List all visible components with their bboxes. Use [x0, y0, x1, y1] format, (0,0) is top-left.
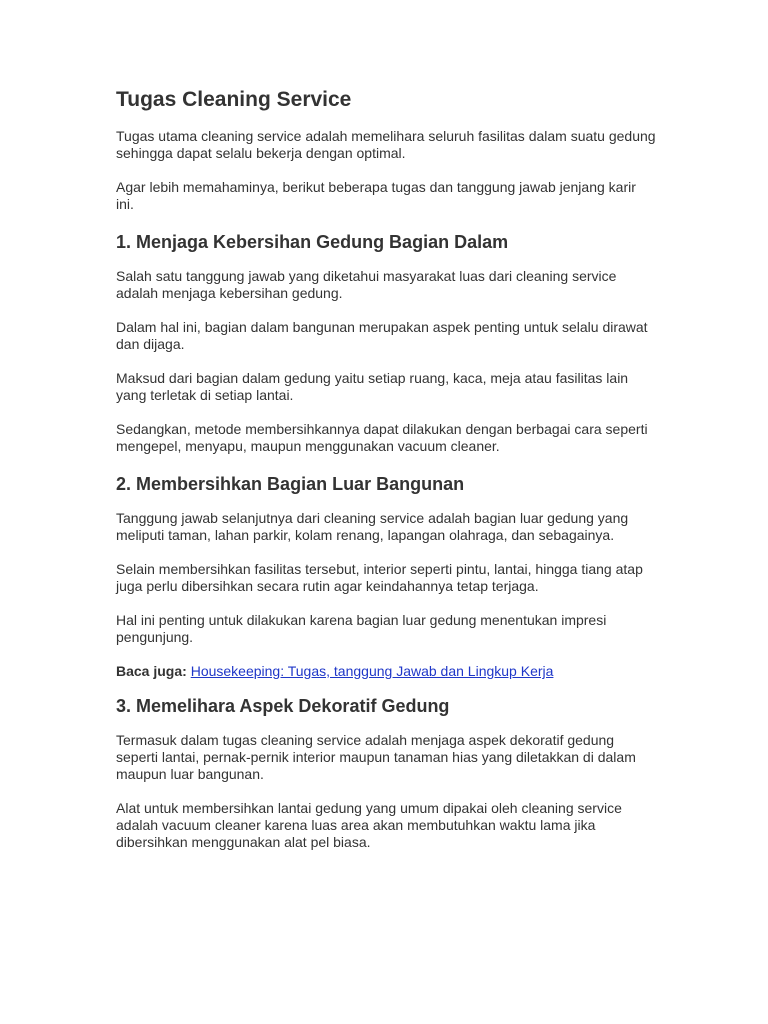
section-1-paragraph-2: Dalam hal ini, bagian dalam bangunan merupakan aspek penting untuk selalu dirawat dan dijaga.	[116, 319, 648, 352]
section-1-paragraph-3: Maksud dari bagian dalam gedung yaitu setiap ruang, kaca, meja atau fasilitas lain yang terletak di setiap lantai.	[116, 370, 629, 403]
section-1	[116, 230, 656, 455]
intro-paragraph-1: Tugas utama cleaning service adalah memelihara seluruh fasilitas dalam suatu gedung sehingga dapat selalu bekerja dengan optimal.	[116, 128, 656, 161]
section-3	[116, 694, 656, 851]
section-3-paragraph-2: Alat untuk membersihkan lantai gedung yang umum dipakai oleh cleaning service adalah vacuum cleaner karena luas area akan membutuhkan waktu lama jika dibersihkan menggunakan alat pel biasa.	[116, 800, 622, 850]
section-3-heading: 3. Memelihara Aspek Dekoratif Gedung	[116, 696, 450, 716]
article-title: Tugas Cleaning Service	[116, 88, 352, 111]
section-2-paragraph-2: Selain membersihkan fasilitas tersebut, interior seperti pintu, lantai, hingga tiang atap juga perlu dibersihkan secara rutin agar keindahannya tetap terjaga.	[116, 561, 643, 594]
read-also-link[interactable]: Housekeeping: Tugas, tanggung Jawab dan Lingkup Kerja	[190, 663, 554, 679]
section-2-heading: 2. Membersihkan Bagian Luar Bangunan	[116, 474, 465, 494]
section-1-paragraph-1: Salah satu tanggung jawab yang diketahui masyarakat luas dari cleaning service adalah menjaga kebersihan gedung.	[116, 268, 617, 301]
section-2-paragraph-1: Tanggung jawab selanjutnya dari cleaning service adalah bagian luar gedung yang meliputi taman, lahan parkir, kolam renang, lapangan olahraga, dan sebagainya.	[116, 510, 629, 543]
article	[116, 86, 656, 868]
section-3-paragraph-1: Termasuk dalam tugas cleaning service adalah menjaga aspek dekoratif gedung seperti lantai, pernak-pernik interior maupun tanaman hias yang diletakkan di dalam maupun luar bangunan.	[116, 732, 636, 782]
intro-paragraph-2: Agar lebih memahaminya, berikut beberapa tugas dan tanggung jawab jenjang karir ini.	[116, 179, 636, 212]
section-1-paragraph-4: Sedangkan, metode membersihkannya dapat dilakukan dengan berbagai cara seperti mengepel, menyapu, maupun menggunakan vacuum cleaner.	[116, 421, 648, 454]
read-also	[116, 663, 656, 680]
section-1-heading: 1. Menjaga Kebersihan Gedung Bagian Dalam	[116, 232, 509, 252]
section-2-paragraph-3: Hal ini penting untuk dilakukan karena bagian luar gedung menentukan impresi pengunjung.	[116, 612, 607, 645]
section-2	[116, 472, 656, 646]
read-also-label: Baca juga:	[116, 663, 187, 679]
